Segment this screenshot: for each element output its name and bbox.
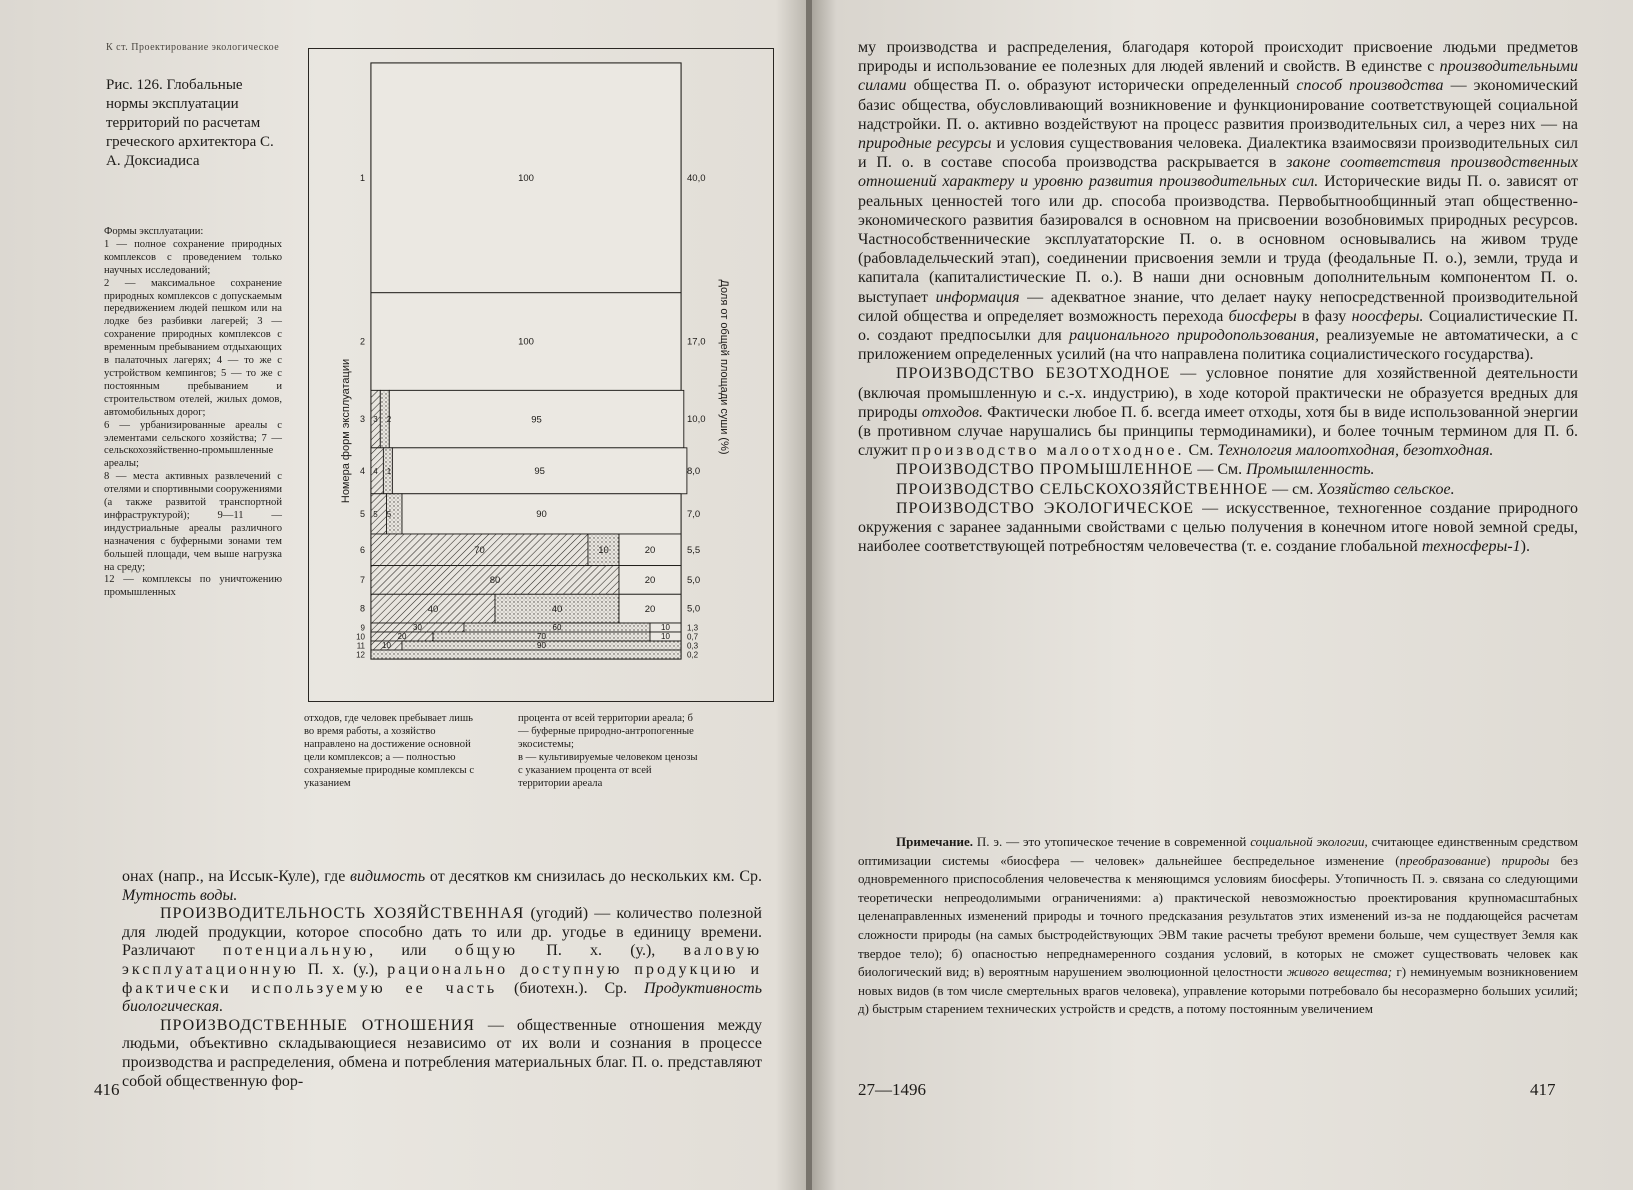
share-label: 17,0	[687, 336, 706, 348]
right-page	[812, 0, 1633, 1190]
data-label: 1	[386, 466, 392, 476]
form-number: 1	[359, 172, 365, 183]
figure-legend-col3: процента от всей территории ареала; б — буферные природно-антропогенные экосистемы; в — культивируемые человеком ценозы с указанием процента от всей территории ареала	[518, 713, 698, 789]
data-label: 70	[537, 632, 546, 642]
data-label: 10	[382, 641, 391, 651]
data-label: 2	[386, 415, 392, 425]
share-label: 5,5	[687, 544, 701, 556]
left-page	[0, 0, 808, 1190]
figure-title: Рис. 126. Глобальные нормы эксплуатации территорий по расчетам греческого архитектора С. А. Доксиадиса	[106, 77, 274, 169]
form-row-2	[360, 293, 706, 391]
figure-reference: К ст. Проектирование экологическое	[106, 42, 280, 53]
data-label: 70	[474, 544, 485, 556]
form-row-9	[361, 623, 699, 633]
form-number: 7	[359, 574, 365, 585]
data-label: 30	[413, 623, 422, 633]
share-label: 0,7	[687, 632, 699, 642]
data-label: 60	[552, 623, 562, 633]
y2-axis-label: Доля от общей площади суши (%)	[718, 279, 730, 455]
data-label: 90	[536, 509, 547, 521]
data-label: 95	[531, 414, 542, 426]
share-label: 1,3	[687, 623, 699, 633]
form-row-4	[360, 448, 700, 494]
page-number-right: 417	[1530, 1080, 1556, 1099]
form-row-6	[360, 534, 700, 566]
chart-frame	[308, 48, 774, 702]
form-number: 8	[359, 603, 365, 614]
share-label: 40,0	[687, 172, 706, 184]
left-body-text: онах (напр., на Иссык-Куле), где видимость от десятков км снизилась до нескольких км. Ср. Мутность воды. ПРОИЗВОДИТЕЛЬНОСТЬ ХОЗЯЙСТВЕННАЯ (угодий) — количество полезной для людей продукции, которое способно дать то или др. угодье в единицу времени. Различают потенциальную, или общую П. х. (у.), валовую эксплуатационную П. х. (у.), рационально доступную продукцию и фактически используемую ее часть (биотехн.). Ср. Продуктивность биологическая. ПРОИЗВОДСТВЕННЫЕ ОТНОШЕНИЯ — общественные отношения между людьми, объективно складывающиеся независимо от их воли и сознания в процессе производства и распределения, обмена и потребления материальных благ. П. о. представляют собой общественную фор-	[122, 868, 763, 1090]
form-number: 2	[359, 336, 365, 347]
data-label: 4	[373, 466, 378, 476]
form-row-1	[360, 63, 706, 293]
y-axis-label: Номера форм эксплуатации	[340, 358, 352, 504]
form-number: 12	[356, 650, 365, 660]
form-row-11	[357, 641, 699, 651]
footer-code: 27—1496	[858, 1080, 926, 1099]
data-label: 10	[661, 623, 670, 633]
data-label: 80	[489, 575, 501, 587]
entry-heading: ПРОИЗВОДСТВО ПРОМЫШЛЕННОЕ	[896, 461, 1194, 479]
form-row-5	[360, 494, 700, 534]
entry-proizvoditelnost: ПРОИЗВОДИТЕЛЬНОСТЬ ХОЗЯЙСТВЕННАЯ (угодий) — количество полезной для людей продукции, которое способно дать то или др. угодье в единицу времени. Различают потенциальную, или общую П. х. (у.), валовую эксплуатационную П. х. (у.), рационально доступную продукцию и фактически используемую ее часть (биотехн.). Ср. Продуктивность биологическая.	[122, 905, 763, 1016]
form-number: 11	[356, 641, 365, 651]
share-label: 0,3	[687, 641, 699, 651]
form-number: 10	[356, 632, 365, 642]
form-row-7	[360, 566, 700, 595]
entry-heading: ПРОИЗВОДИТЕЛЬНОСТЬ ХОЗЯЙСТВЕННАЯ	[160, 905, 525, 923]
form-number: 9	[360, 623, 365, 633]
data-label: 95	[534, 465, 545, 477]
figure-legend-col2: отходов, где человек пребывает лишь во время работы, а хозяйство направлено на достижение основной цели комплексов; а — полностью сохраняемые природные комплексы с указанием	[304, 713, 475, 789]
form-number: 5	[359, 508, 365, 519]
land-use-chart	[309, 49, 773, 701]
chart-bars	[356, 63, 705, 660]
share-label: 5,0	[687, 603, 701, 615]
share-label: 10,0	[687, 414, 706, 426]
right-body-text: му производства и распределения, благодаря которой происходит присвоение людьми предметов природы и использование ее полезных для людей явлений и свойств. В единстве с производительными силами общества П. о. образуют исторически определенный способ производства — экономический базис общества, обусловливающий возникновение и функционирование соответствующей социальной надстройки. П. о. активно воздействуют на процесс развития производительных сил, а через них — на природные ресурсы и условия существования человека. Диалектика взаимосвязи производительных сил и П. о. в составе способа производства раскрывается в законе соответствия производственных отношений характеру и уровню развития производительных сил. Исторические виды П. о. зависят от реальных ценностей того или др. способа производства. Первобытнообщинный этап общественно-экономического развития базировался в основном на присвоении возобновимых природных ресурсов. Частнособственнические эксплуататорские П. о. в основном основывались на живом труде (рабовладельческий этап), соединении присвоения земли и труда (феодальные П. о.), земли, труда и капитала (капиталистические П. о.). В наши дни основным дополнительным компонентом П. о. выступает информация — адекватное знание, что делает науку непосредственной производительной силой общества и определяет возможность перехода биосферы в фазу ноосферы. Социалистические П. о. создают предпосылки для рационального природопользования, реализуемые не автоматически, а с приложением определенных усилий (на что направлена политика социалистического государства). ПРОИЗВОДСТВО БЕЗОТХОДНОЕ — условное понятие для хозяйственной деятельности (включая промышленную и с.-х. индустрию), в ходе которой практически не образуется вредных для природы отходов. Фактически любое П. б. всегда имеет отходы, хотя бы в виде использованной энергии (в противном случае нарушались бы принципы термодинамики), и более точным термином для П. б. служит производство малоотходное. См. Технология малоотходная, безотходная. ПРОИЗВОДСТВО ПРОМЫШЛЕННОЕ — См. Промышленность. ПРОИЗВОДСТВО СЕЛЬСКОХОЗЯЙСТВЕННОЕ — см. Хозяйство сельское. ПРОИЗВОДСТВО ЭКОЛОГИЧЕСКОЕ — искусственное, техногенное создание природного окружения с заранее заданными свойствами с целью получения в конечном итоге новой земной среды, наиболее соответствующей потребностям человечества (т. е. создание глобальной техносферы-1).	[858, 39, 1579, 556]
entry-heading: ПРОИЗВОДСТВО СЕЛЬСКОХОЗЯЙСТВЕННОЕ	[896, 480, 1269, 498]
data-label: 5	[386, 509, 392, 519]
entry-heading: ПРОИЗВОДСТВО БЕЗОТХОДНОЕ	[896, 365, 1171, 383]
form-number: 3	[359, 414, 365, 425]
data-label: 10	[661, 632, 670, 642]
note-block: Примечание. П. э. — это утопическое течение в современной социальной экологии, считающее единственным средством оптимизации системы «биосфера — человек» дальнейшее беспредельное изменение (преобразование) природы без одновременного приспособления человечества к меняющимся условиям биосферы. Утопичность П. э. связана со следующими теоретически непреодолимыми ограничениями: а) практической невозможностью проектирования крупномасштабных целенаправленных изменений природы и точного предсказания результатов этих изменений из-за не поддающейся расчетам сложности природы (на самых быстродействующих ЭВМ такие расчеты требуют времени больше, чем существует Земля как твердое тело); б) опасностью непреднамеренного создания условий, в которых не сможет существовать человек как биологический вид; в) вероятным нарушением эволюционной целостности живого вещества; г) неминуемым возникновением новых видов (в том числе смертельных врагов человека), управление которыми потребовало бы несоразмерно больших усилий; д) быстрым старением технических устройств и средств, а потому постоянным увеличением	[858, 834, 1578, 1017]
page-number-left: 416	[94, 1080, 120, 1099]
share-label: 5,0	[687, 574, 701, 586]
data-label: 20	[644, 603, 656, 615]
form-row-12	[356, 650, 699, 660]
data-label: 100	[518, 336, 534, 348]
note-label: Примечание.	[896, 834, 973, 849]
entry-heading: ПРОИЗВОДСТВО ЭКОЛОГИЧЕСКОЕ	[896, 499, 1195, 517]
figure-legend-col1: Формы эксплуатации: 1 — полное сохранение природных комплексов с проведением только научных исследований; 2 — максимальное сохранение природных комплексов с допускаемым передвижением людей пешком или на лодке без разбивки лагерей; 3 — сохранение природных комплексов с временным пребыванием отдыхающих в палаточных лагерях; 4 — то же с устройством кемпингов; 5 — то же с постоянным пребыванием и строительством отелей, жилых домов, автомобильных дорог; 6 — урбанизированные ареалы с элементами сельского хозяйства; 7 — сельскохозяйственно-промышленные ареалы; 8 — места активных развлечений с отелями и спортивными сооружениями (а также развитой транспортной инфраструктурой); 9—11 — индустриальные ареалы различного назначения с буферными зонами тем большей площади, чем выше нагрузка на среду; 12 — комплексы по уничтожению промышленных	[104, 226, 282, 599]
entry-promyshlennoe: ПРОИЗВОДСТВО ПРОМЫШЛЕННОЕ — См. Промышленность.	[896, 461, 1375, 479]
entry-bezothodnoe: ПРОИЗВОДСТВО БЕЗОТХОДНОЕ — условное понятие для хозяйственной деятельности (включая промышленную и с.-х. индустрию), в ходе которой практически не образуется вредных для природы отходов. Фактически любое П. б. всегда имеет отходы, хотя бы в виде использованной энергии (в противном случае нарушались бы принципы термодинамики), и более точным термином для П. б. служит производство малоотходное. См. Технология малоотходная, безотходная.	[858, 365, 1579, 460]
share-label: 7,0	[687, 508, 701, 520]
form-number: 4	[359, 465, 365, 476]
entry-selskohozyaistvennoe: ПРОИЗВОДСТВО СЕЛЬСКОХОЗЯЙСТВЕННОЕ — см. Хозяйство сельское.	[896, 480, 1455, 498]
form-row-3	[360, 390, 706, 447]
share-label: 0,2	[687, 650, 699, 660]
entry-ekologicheskoe: ПРОИЗВОДСТВО ЭКОЛОГИЧЕСКОЕ — искусственное, техногенное создание природного окружения с заранее заданными свойствами с целью получения в конечном итоге новой земной среды, наиболее соответствующей потребностям человечества (т. е. создание глобальной техносферы-1).	[858, 499, 1578, 556]
entry-proizvodstvennye-otnosheniya: ПРОИЗВОДСТВЕННЫЕ ОТНОШЕНИЯ — общественные отношения между людьми, объективно складывающиеся независимо от их воли и сознания в процессе производства и распределения, обмена и потребления материальных благ. П. о. представляют собой общественную фор-	[122, 1016, 763, 1090]
entry-heading: ПРОИЗВОДСТВЕННЫЕ ОТНОШЕНИЯ	[160, 1016, 475, 1034]
data-label: 20	[644, 544, 656, 556]
data-label: 40	[551, 603, 563, 615]
data-label: 3	[373, 415, 378, 425]
data-label: 5	[373, 509, 378, 519]
form-row-8	[360, 594, 700, 623]
form-row-10	[356, 632, 699, 642]
form-number: 6	[359, 544, 365, 555]
data-label: 40	[427, 603, 439, 615]
bar-segment-b	[371, 650, 681, 659]
data-label: 20	[397, 632, 407, 642]
data-label: 20	[644, 575, 656, 587]
data-label: 100	[518, 173, 534, 185]
data-label: 10	[598, 544, 609, 556]
share-label: 8,0	[687, 465, 701, 477]
data-label: 90	[537, 641, 546, 651]
